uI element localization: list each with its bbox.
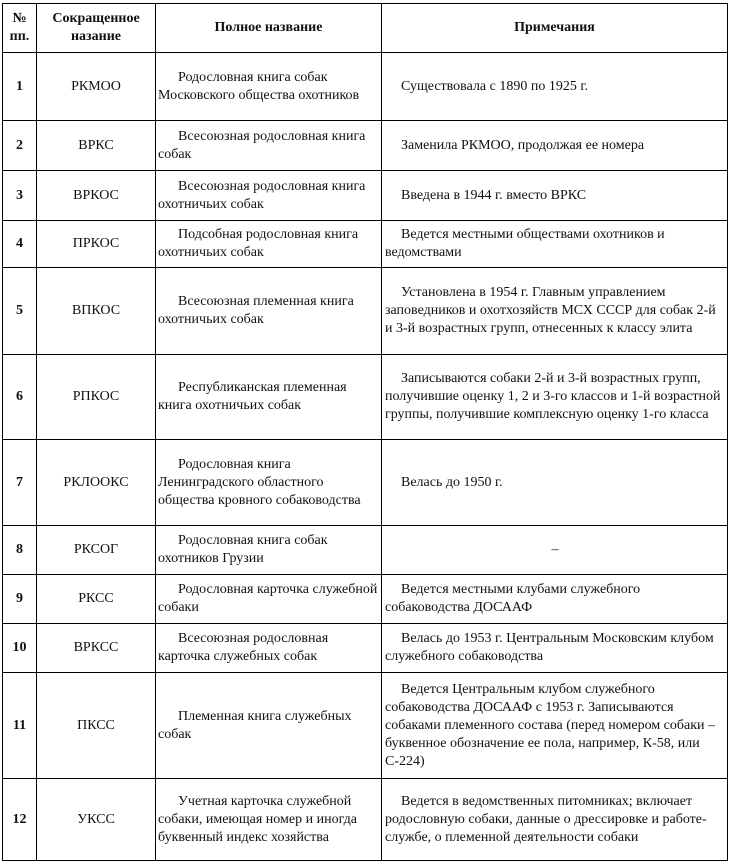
row-num-cell: 8 bbox=[3, 526, 37, 575]
table-row bbox=[3, 440, 728, 526]
table-row bbox=[3, 624, 728, 673]
row-notes-cell: Установлена в 1954 г. Главным управлением заповедников и охотхозяйств МСХ СССР для собак 2-й и 3-й возрастных групп, отнесенных к классу элита bbox=[382, 268, 728, 355]
table-row bbox=[3, 779, 728, 861]
row-short-name-cell: ВРКС bbox=[37, 121, 156, 171]
table-row bbox=[3, 171, 728, 221]
row-short-name-cell: РКЛООКС bbox=[37, 440, 156, 526]
row-short-name-cell: ВПКОС bbox=[37, 268, 156, 355]
table-row bbox=[3, 575, 728, 624]
row-full-name-cell: Учетная карточка служебной собаки, имеющая номер и иногда буквенный индекс хозяйства bbox=[156, 779, 382, 861]
row-num-cell: 2 bbox=[3, 121, 37, 171]
row-notes-cell: Заменила РКМОО, продолжая ее номера bbox=[382, 121, 728, 171]
table-row bbox=[3, 221, 728, 268]
table-row bbox=[3, 526, 728, 575]
row-num-cell: 5 bbox=[3, 268, 37, 355]
row-num-cell: 12 bbox=[3, 779, 37, 861]
row-num-cell: 6 bbox=[3, 355, 37, 440]
row-notes-cell: Записываются собаки 2-й и 3-й возрастных групп, получившие оценку 1, 2 и 3-го классов и 1-й возрастной группы, получившие комплексную оценку 1-го класса bbox=[382, 355, 728, 440]
row-full-name-cell: Всесоюзная родословная книга собак bbox=[156, 121, 382, 171]
table-row bbox=[3, 53, 728, 121]
row-num-cell: 1 bbox=[3, 53, 37, 121]
row-notes-cell: Велась до 1953 г. Центральным Московским клубом служебного собаководства bbox=[382, 624, 728, 673]
row-full-name-cell: Родословная книга собак охотников Грузии bbox=[156, 526, 382, 575]
row-full-name-cell: Подсобная родословная книга охотничьих собак bbox=[156, 221, 382, 268]
row-short-name-cell: РПКОС bbox=[37, 355, 156, 440]
row-num-cell: 3 bbox=[3, 171, 37, 221]
table-row bbox=[3, 268, 728, 355]
row-full-name-cell: Племенная книга служебных собак bbox=[156, 673, 382, 779]
row-notes-cell: Ведется местными обществами охотников и ведомствами bbox=[382, 221, 728, 268]
row-notes-cell: Ведется местными клубами служебного собаководства ДОСААФ bbox=[382, 575, 728, 624]
row-short-name-cell: ПРКОС bbox=[37, 221, 156, 268]
row-short-name-cell: РКСС bbox=[37, 575, 156, 624]
row-num-cell: 4 bbox=[3, 221, 37, 268]
table-row bbox=[3, 355, 728, 440]
row-notes-cell: Ведется в ведомственных питомниках; включает родословную собаки, данные о дрессировке и работе-службе, о племенной деятельности собаки bbox=[382, 779, 728, 861]
header-short-name: Сокращенное назание bbox=[37, 4, 156, 53]
row-notes-cell: Введена в 1944 г. вместо ВРКС bbox=[382, 171, 728, 221]
row-full-name-cell: Родословная книга Ленинградского областного общества кровного собаководства bbox=[156, 440, 382, 526]
row-full-name-cell: Республиканская племенная книга охотничьих собак bbox=[156, 355, 382, 440]
header-num: № пп. bbox=[3, 4, 37, 53]
row-num-cell: 11 bbox=[3, 673, 37, 779]
row-full-name-cell: Родословная книга собак Московского общества охотников bbox=[156, 53, 382, 121]
row-notes-cell: – bbox=[382, 526, 728, 575]
row-num-cell: 10 bbox=[3, 624, 37, 673]
row-num-cell: 9 bbox=[3, 575, 37, 624]
row-notes-cell: Велась до 1950 г. bbox=[382, 440, 728, 526]
stud-books-table bbox=[2, 3, 728, 861]
row-short-name-cell: УКСС bbox=[37, 779, 156, 861]
header-row bbox=[3, 4, 728, 53]
row-num-cell: 7 bbox=[3, 440, 37, 526]
table-row bbox=[3, 121, 728, 171]
row-short-name-cell: ВРКСС bbox=[37, 624, 156, 673]
row-full-name-cell: Всесоюзная племенная книга охотничьих собак bbox=[156, 268, 382, 355]
header-full-name: Полное название bbox=[156, 4, 382, 53]
row-notes-cell: Ведется Центральным клубом служебного собаководства ДОСААФ с 1953 г. Записываются собаками племенного состава (перед номером собаки – буквенное обозначение ее пола, например, К-58, или С-224) bbox=[382, 673, 728, 779]
row-notes-cell: Существовала с 1890 по 1925 г. bbox=[382, 53, 728, 121]
row-full-name-cell: Всесоюзная родословная книга охотничьих собак bbox=[156, 171, 382, 221]
row-short-name-cell: РКСОГ bbox=[37, 526, 156, 575]
header-notes: Примечания bbox=[382, 4, 728, 53]
row-short-name-cell: ВРКОС bbox=[37, 171, 156, 221]
row-full-name-cell: Родословная карточка служебной собаки bbox=[156, 575, 382, 624]
row-short-name-cell: ПКСС bbox=[37, 673, 156, 779]
row-full-name-cell: Всесоюзная родословная карточка служебных собак bbox=[156, 624, 382, 673]
row-short-name-cell: РКМОО bbox=[37, 53, 156, 121]
table-row bbox=[3, 673, 728, 779]
